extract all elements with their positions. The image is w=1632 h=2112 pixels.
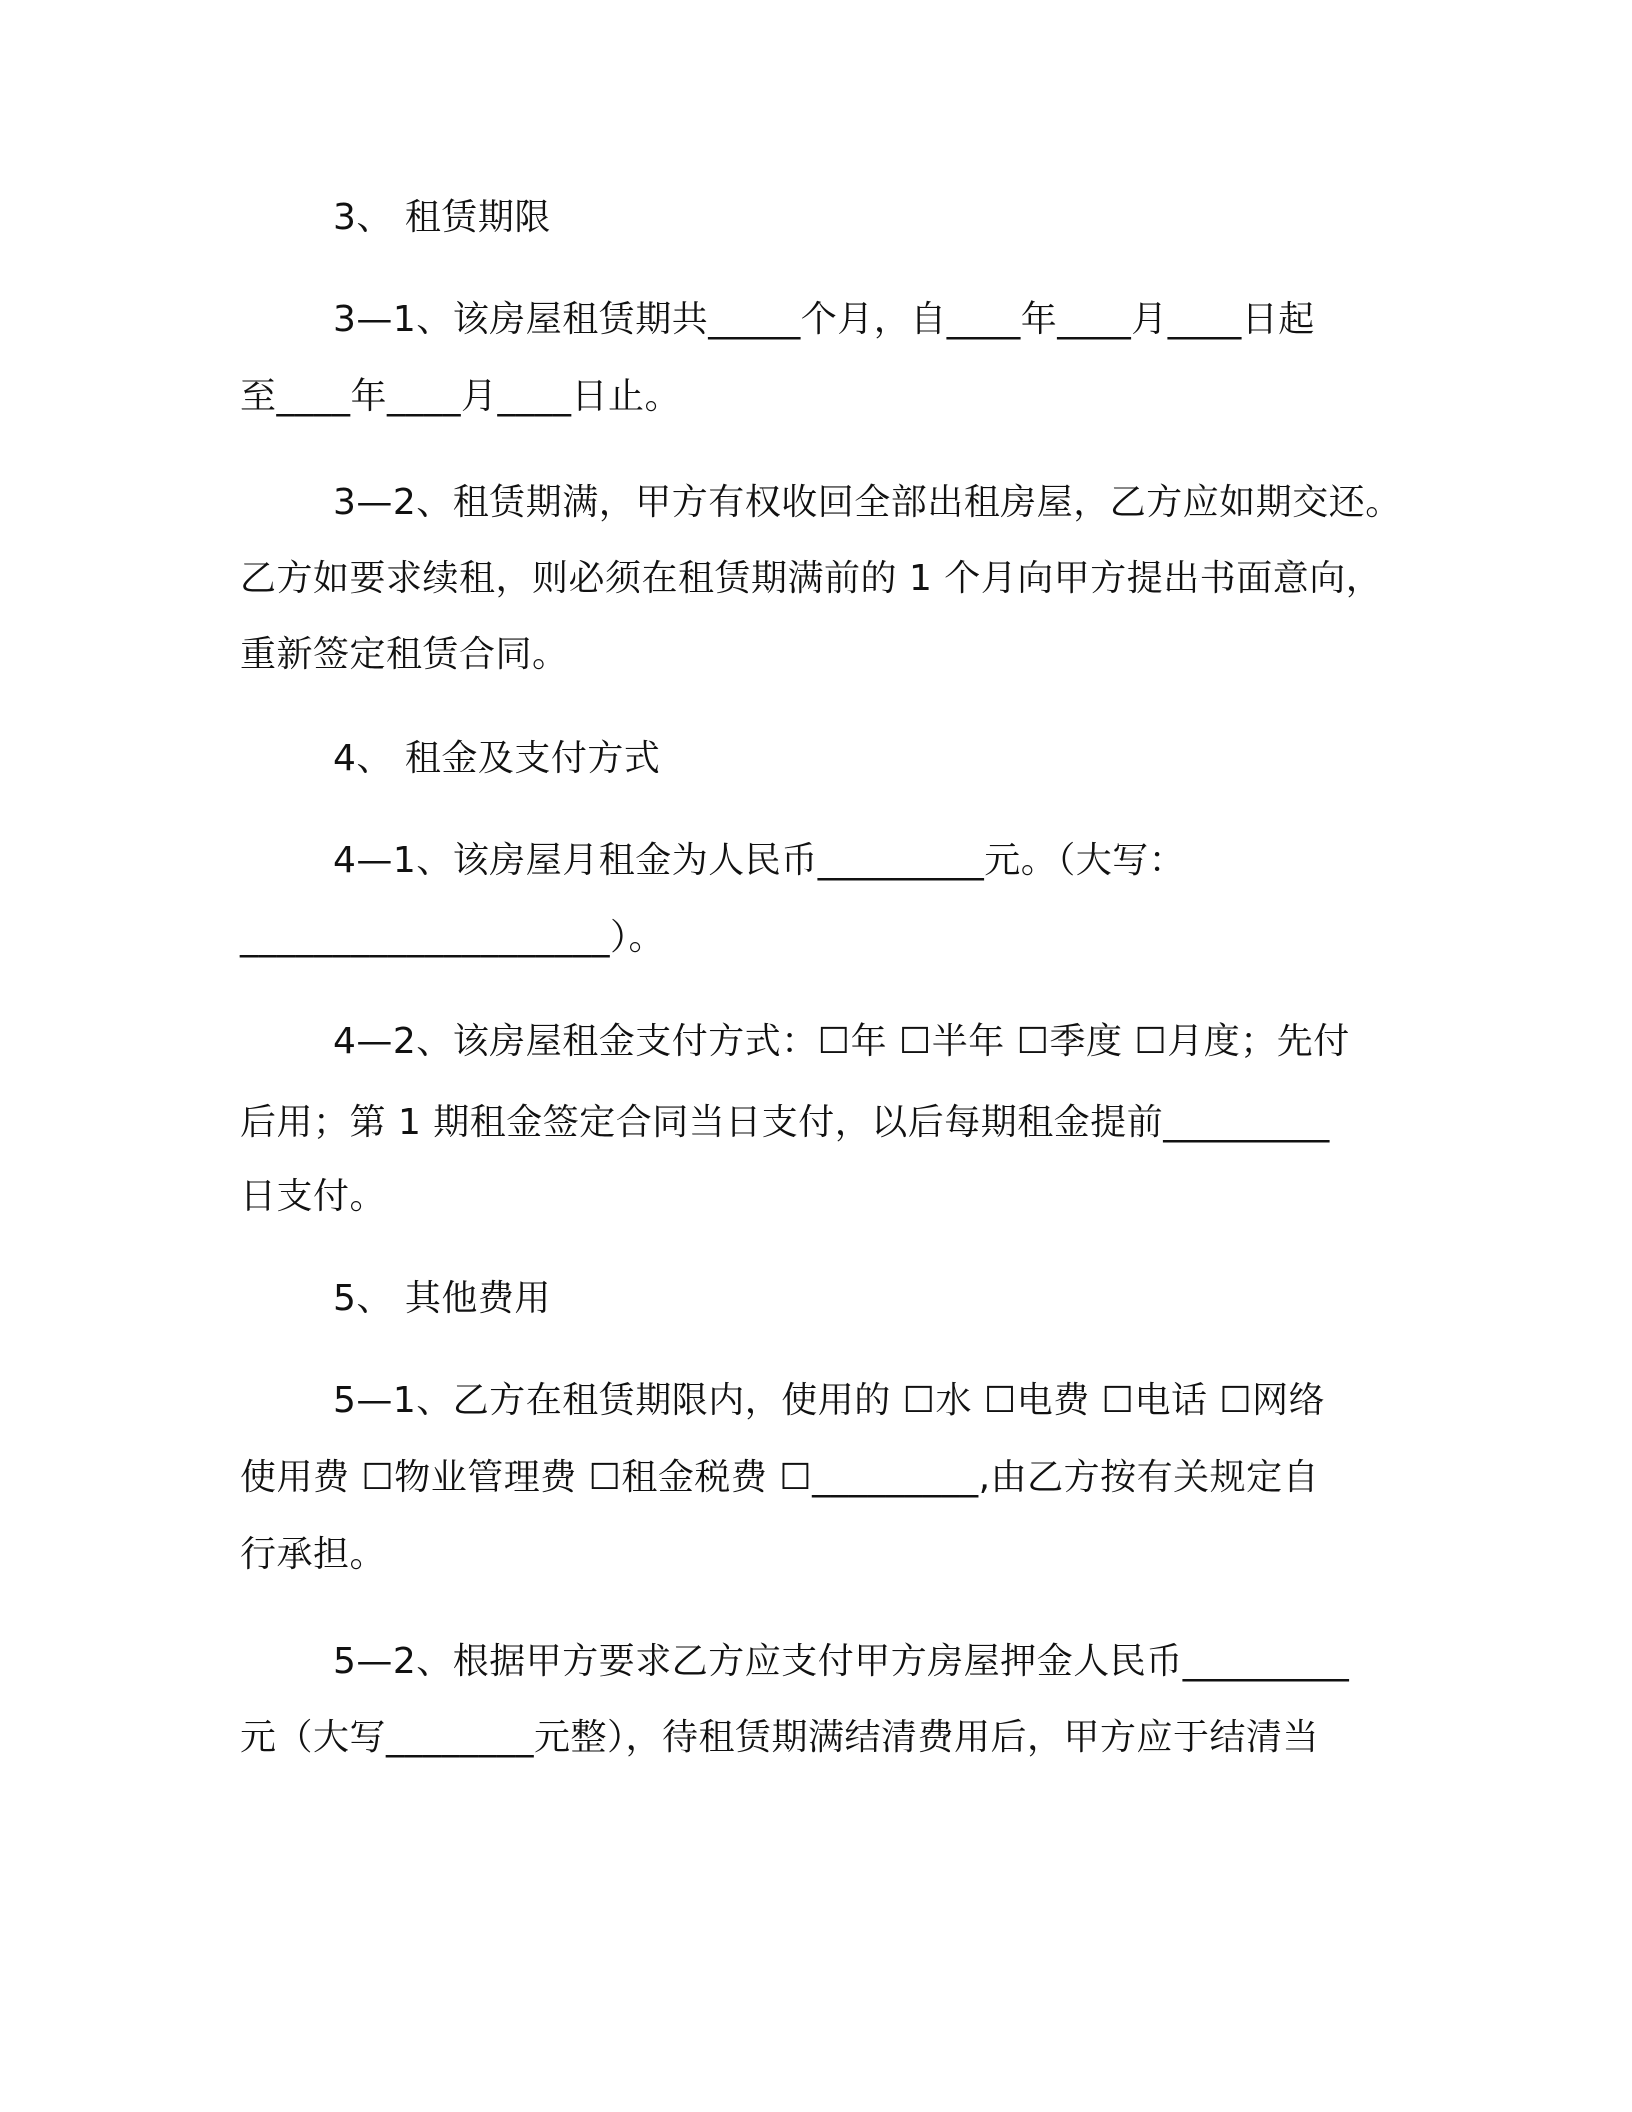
clause-5-2-line-2: 元（大写________元整），待租赁期满结清费用后，甲方应于结清当	[240, 1717, 1320, 1758]
section-4-heading: 4、 租金及支付方式	[333, 738, 661, 779]
clause-4-1-line-2: ____________________）。	[240, 917, 666, 958]
clause-5-1-line-2: 使用费 ☐物业管理费 ☐租金税费 ☐_________,由乙方按有关规定自	[240, 1457, 1320, 1498]
clause-4-1-line-1: 4—1、该房屋月租金为人民币_________元。（大写：	[333, 840, 1186, 881]
clause-4-2-line-1: 4—2、该房屋租金支付方式：☐年 ☐半年 ☐季度 ☐月度；先付	[333, 1021, 1350, 1062]
clause-3-1-line-2: 至____年____月____日止。	[240, 376, 682, 417]
clause-3-1-line-1: 3—1、该房屋租赁期共_____个月，自____年____月____日起	[333, 299, 1315, 340]
clause-4-2-line-3: 日支付。	[240, 1176, 387, 1217]
section-3-heading: 3、 租赁期限	[333, 197, 551, 238]
clause-5-1-line-3: 行承担。	[240, 1534, 387, 1575]
clause-4-2-line-2: 后用；第 1 期租金签定合同当日支付，以后每期租金提前_________	[240, 1102, 1330, 1143]
clause-3-2-line-2: 乙方如要求续租，则必须在租赁期满前的 1 个月向甲方提出书面意向，	[240, 558, 1383, 599]
clause-3-2-line-1: 3—2、租赁期满，甲方有权收回全部出租房屋，乙方应如期交还。	[333, 482, 1402, 523]
clause-3-2-line-3: 重新签定租赁合同。	[240, 634, 569, 675]
section-5-heading: 5、 其他费用	[333, 1278, 551, 1319]
clause-5-1-line-1: 5—1、乙方在租赁期限内，使用的 ☐水 ☐电费 ☐电话 ☐网络	[333, 1380, 1326, 1421]
clause-5-2-line-1: 5—2、根据甲方要求乙方应支付甲方房屋押金人民币_________	[333, 1641, 1350, 1682]
